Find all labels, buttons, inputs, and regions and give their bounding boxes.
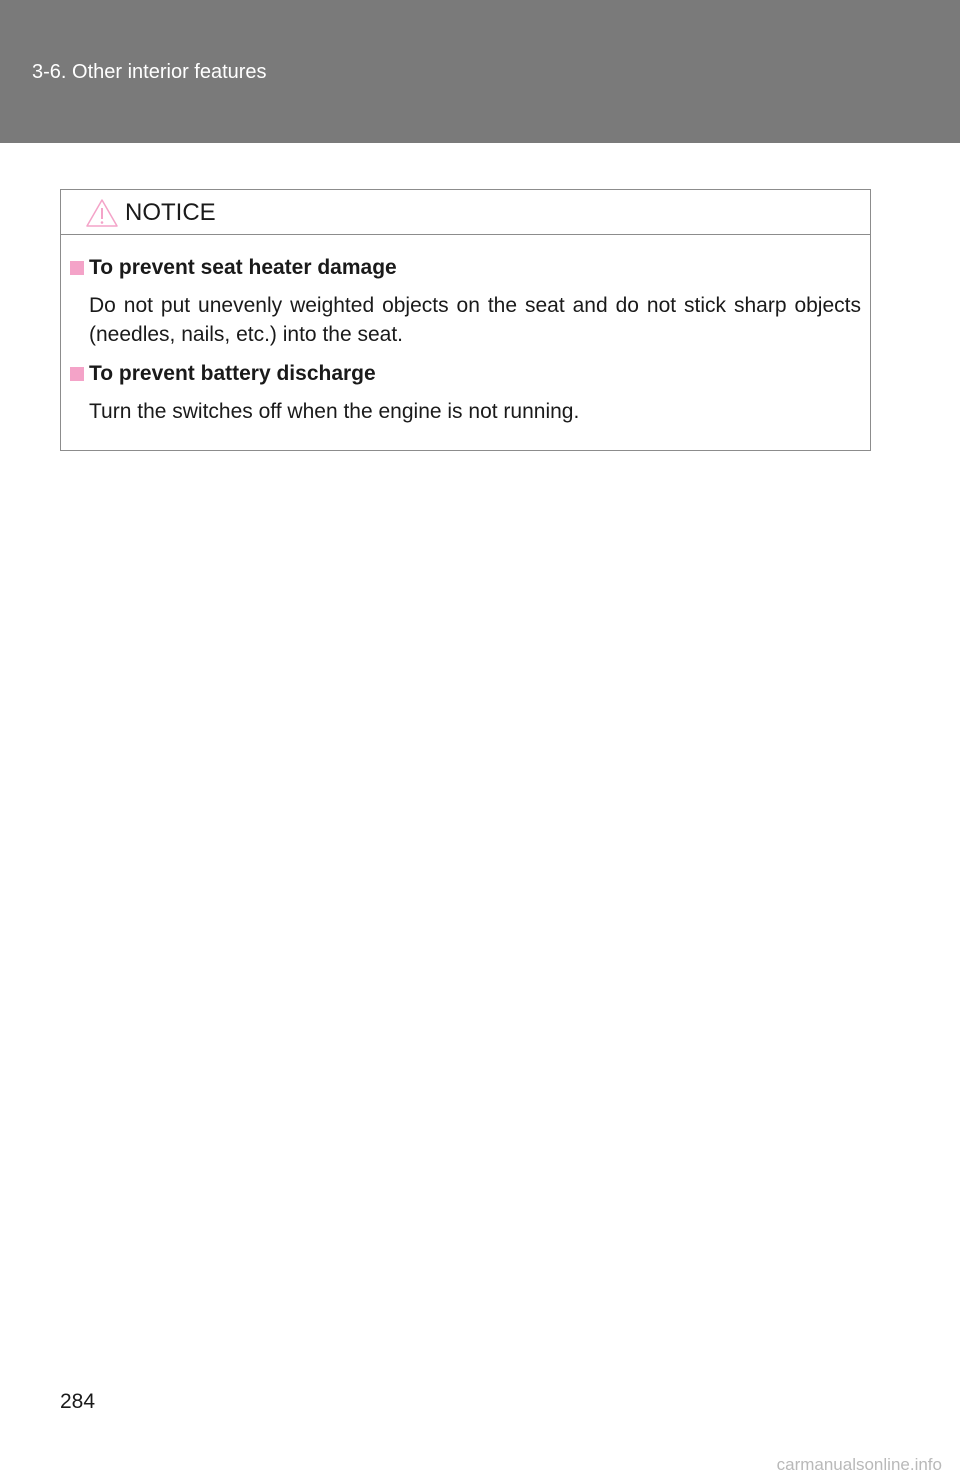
section-title: 3-6. Other interior features (32, 61, 267, 83)
page-number: 284 (60, 1390, 96, 1413)
bullet-square-icon (70, 261, 84, 275)
notice-header (61, 190, 870, 235)
notice-title: NOTICE (125, 199, 216, 226)
item-heading: To prevent battery discharge (89, 362, 376, 385)
watermark: carmanualsonline.info (776, 1455, 942, 1474)
item-text: Do not put unevenly weighted objects on the seat and do not stick sharp objects (needles, nails, etc.) into the seat. (89, 294, 861, 346)
item-heading: To prevent seat heater damage (89, 256, 397, 279)
warning-triangle-icon (85, 198, 119, 228)
header-band (0, 0, 960, 143)
bullet-square-icon (70, 367, 84, 381)
item-text: Turn the switches off when the engine is not running. (89, 400, 580, 423)
notice-box (60, 189, 871, 451)
